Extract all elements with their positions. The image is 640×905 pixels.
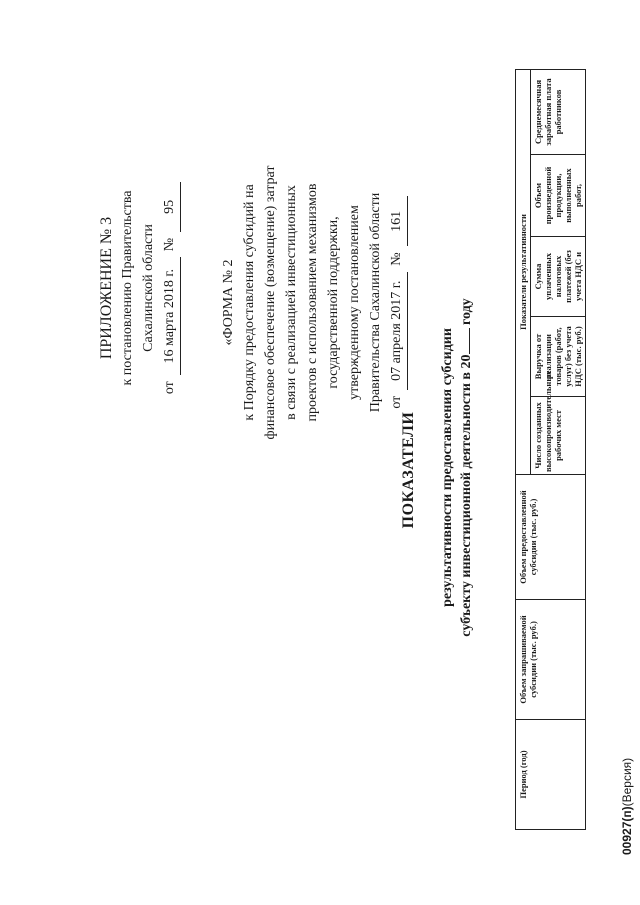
appendix-date: 16 марта 2018 г. xyxy=(159,257,181,375)
header-salary: Среднемесячная заработная плата работников xyxy=(531,69,586,154)
header-jobs: Число созданных высокопроизводительных рабочих мест xyxy=(531,397,586,475)
header-group: Показатели результативности xyxy=(516,69,531,474)
results-table xyxy=(515,69,586,830)
form-number: 161 xyxy=(386,196,408,246)
form-block xyxy=(218,105,408,500)
header-requested: Объем запрашиваемой субсидии (тыс. руб.) xyxy=(516,600,586,720)
appendix-title: ПРИЛОЖЕНИЕ № 3 xyxy=(98,216,115,360)
form-line: Правительства Сахалинской области xyxy=(368,192,383,413)
year-blank xyxy=(469,329,470,355)
form-line: проектов с использованием механизмов xyxy=(305,183,320,422)
number-sign: № xyxy=(162,237,177,252)
form-line: государственной поддержки, xyxy=(326,216,341,389)
subheading-suffix: году xyxy=(459,298,474,325)
appendix-number: 95 xyxy=(159,182,181,232)
footer-code xyxy=(620,758,634,855)
subheading-prefix: субъекту инвестиционной деятельности в 20 xyxy=(459,354,474,637)
form-line: к Порядку предоставления субсидий на xyxy=(242,184,257,421)
form-line: утвержденному постановлением xyxy=(347,205,362,400)
form-title: «ФОРМА № 2 xyxy=(221,259,236,346)
appendix-date-line xyxy=(159,123,181,453)
doc-code: 00927(п) xyxy=(620,806,634,855)
appendix-line: к постановлению Правительства xyxy=(120,190,135,386)
appendix-block xyxy=(96,123,181,453)
number-sign: № xyxy=(389,252,404,266)
header-output: Объем произведенной продукции, выполненных работ, xyxy=(531,155,586,237)
subheading xyxy=(438,190,476,745)
header-taxes: Сумма уплаченных налоговых платежей (без учета НДС и xyxy=(531,237,586,317)
header-revenue: Выручка от реализации товаров (работ, услуг) без учета НДС (тыс. руб.) xyxy=(531,317,586,397)
from-label: от xyxy=(162,381,177,395)
subheading-line: результативности предоставления субсидии xyxy=(440,328,455,607)
header-period: Период (год) xyxy=(516,720,586,830)
header-provided: Объем предоставленной субсидии (тыс. руб.) xyxy=(516,475,586,600)
form-line: в связи с реализацией инвестиционных xyxy=(284,185,299,420)
subheading-line xyxy=(457,190,476,745)
doc-version: (Версия) xyxy=(620,757,634,807)
from-label: от xyxy=(389,395,404,409)
form-line: финансовое обеспечение (возмещение) затрат xyxy=(263,165,278,440)
appendix-line: Сахалинской области xyxy=(141,224,156,352)
form-date: 07 апреля 2017 г. xyxy=(386,272,408,390)
page-title: ПОКАЗАТЕЛИ xyxy=(400,411,417,529)
